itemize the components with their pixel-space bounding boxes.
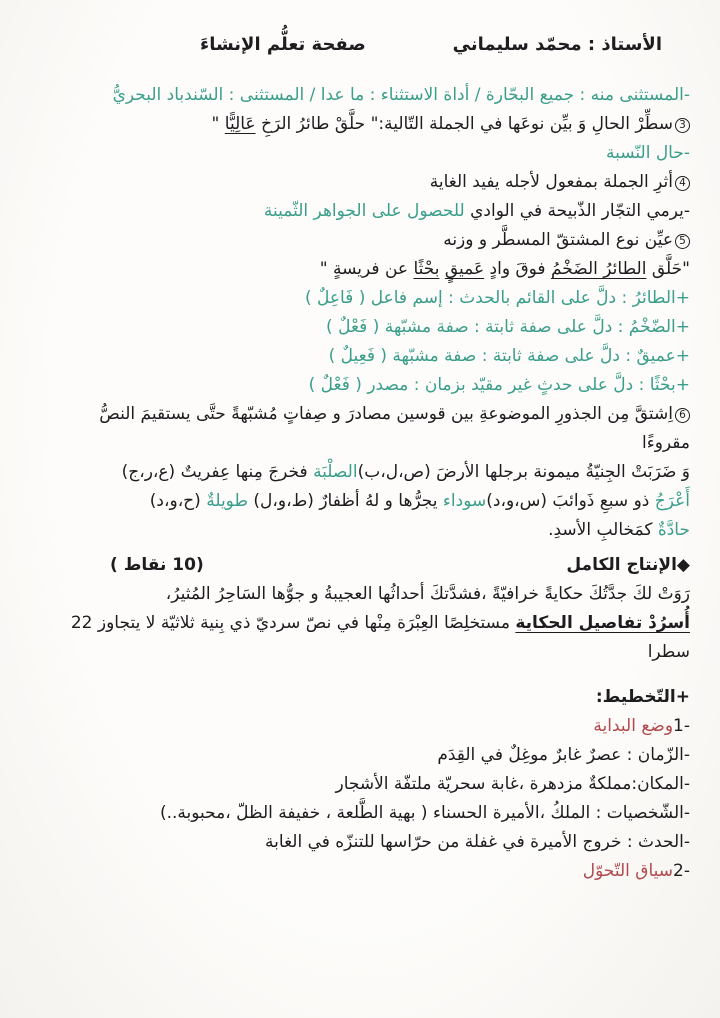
line-text — [150, 491, 690, 511]
plan-place — [18, 770, 690, 799]
text-segment: ذو سبعِ ذَوائبَ (س،و،د) — [486, 491, 655, 511]
line-text — [326, 317, 690, 337]
line-text — [320, 259, 690, 279]
text-segment: وَ ضَرَبَتْ الجِنيّةُ ميمونة برجلها الأرضَ (ص،ل،ب) — [357, 462, 690, 482]
page-title: صفحة تعلُّم الإنشاءَ — [200, 34, 366, 55]
line-text — [212, 114, 690, 134]
exercise-6 — [18, 400, 690, 429]
line-text — [309, 375, 690, 395]
exercise-3 — [18, 110, 690, 139]
line-text — [596, 687, 690, 707]
text-segment: أثرِ الجملة بمفعول لأجله يفيد الغاية — [429, 172, 673, 192]
text-segment: عيِّن نوع المشتقّ المسطَّر و وزنه — [443, 230, 673, 250]
document-body — [0, 55, 720, 886]
line-text — [71, 613, 690, 633]
text-segment: +الطائرُ : دلَّ على القائم بالحدث : إسم فاعل ( فَاعِلٌ ) — [304, 288, 690, 308]
text-segment: 1- — [673, 716, 690, 736]
text-segment: وضع البداية — [593, 716, 674, 736]
production-prompt-2 — [18, 609, 690, 638]
text-segment: سطرا — [647, 642, 690, 662]
text-segment: عَميقٍ — [444, 259, 485, 279]
answer-mustathna — [18, 81, 690, 110]
text-segment: أَعْرَجُ — [654, 491, 690, 511]
exercise-5 — [18, 226, 690, 255]
production-prompt-3 — [18, 638, 690, 667]
line-text — [648, 642, 690, 662]
text-segment: فوقَ وادٍ — [484, 259, 551, 279]
line-text — [113, 85, 690, 105]
plan-event — [18, 828, 690, 857]
step-2-heading — [18, 857, 690, 886]
line-text — [336, 774, 691, 794]
text-segment: اِشتقَّ مِن الجذورِ الموضوعةِ بين قوسين مصادرَ و صِفاتٍ مُشبّهةً حتَّى يستقيمَ النصُّ — [99, 404, 673, 424]
line-text — [437, 745, 690, 765]
answer-exercise-5-2 — [18, 313, 690, 342]
text-segment: عن فريسةٍ " — [319, 259, 414, 279]
text-segment: -الزّمان : عصرٌ غابرٌ موغِلٌ في القِدَم — [437, 745, 690, 765]
exercise-6-cont — [18, 429, 690, 458]
text-segment: (ح،و،د) — [149, 491, 207, 511]
full-production-heading — [18, 551, 690, 580]
line-text — [642, 433, 690, 453]
answer-exercise-4 — [18, 197, 690, 226]
exercise-5-sentence — [18, 255, 690, 284]
answer-exercise-5-1 — [18, 284, 690, 313]
plan-time — [18, 741, 690, 770]
line-text — [329, 346, 690, 366]
points-label: (10 نقاط ) — [110, 555, 204, 575]
text-segment: الصلْبَة — [313, 462, 358, 482]
step-1-heading — [18, 712, 690, 741]
text-segment: طويلةٌ — [206, 491, 248, 511]
exercise-6-text-2 — [18, 487, 690, 516]
text-segment: +عميقٌ : دلَّ على صفة ثابتة : صفة مشبّهة ( فَعِيلٌ ) — [328, 346, 690, 366]
text-segment: -الشّخصيات : الملكُ ،الأميرة الحسناء ( بهية الطَّلعة ، خفيفة الظلّ ،محبوبة..) — [159, 803, 690, 823]
line-text — [160, 803, 690, 823]
text-segment: +التّخطيط: — [595, 687, 690, 707]
line-text — [122, 462, 690, 482]
text-segment: مقروءًا — [641, 433, 690, 453]
line-text — [593, 716, 690, 736]
exercise-6-text-3 — [18, 516, 690, 545]
circled-number: 5 — [675, 234, 690, 249]
page-header — [0, 0, 720, 55]
line-text — [430, 172, 690, 192]
line-text — [443, 230, 690, 250]
text-segment: رَوَتْ لكَ جدَّتُكَ حكايةً خرافيّةً ،فشدَّتكَ أحداثُها العجيبةُ و جوُّها السَاحِرُ المُثيرُ، — [165, 584, 690, 604]
text-segment: حادَّةٌ — [657, 520, 690, 540]
text-segment: بحْثًا — [413, 259, 440, 279]
text-segment: -المستثنى منه : جميع البحّارة / أداة الاستثناء : ما عدا / المستثنى : السّندباد البحريُّ — [112, 85, 690, 105]
line-text — [264, 201, 690, 221]
line-text — [548, 520, 690, 540]
plan-characters — [18, 799, 690, 828]
text-segment: سوداء — [442, 491, 487, 511]
line-text — [265, 832, 690, 852]
line-text — [166, 584, 690, 604]
planning-heading — [18, 683, 690, 712]
text-segment: للحصول على الجواهر الثّمينة — [263, 201, 465, 221]
text-segment: ◆الإنتاج الكامل — [566, 555, 690, 575]
text-segment: -يرمي التجّار الذّبيحة في الوادي — [464, 201, 690, 221]
line-text — [566, 551, 690, 580]
line-text — [606, 143, 690, 163]
text-segment: أُسرُدْ تفاصيل الحكاية — [515, 613, 690, 633]
text-segment: +الضّخْمُ : دلَّ على صفة ثابتة : صفة مشبّهة ( فَعْلٌ ) — [326, 317, 690, 337]
text-segment: " — [211, 114, 225, 134]
answer-exercise-3 — [18, 139, 690, 168]
circled-number: 6 — [675, 408, 690, 423]
line-text — [583, 861, 690, 881]
text-segment: سطِّرْ الحالِ وَ بيِّن نوعَها في الجملة التّالية:" حلَّقْ طائرُ الرَخِ — [255, 114, 673, 134]
text-segment: 2- — [673, 861, 690, 881]
line-text — [305, 288, 690, 308]
circled-number: 3 — [675, 118, 690, 133]
teacher-name: الأستاذ : محمّد سليماني — [452, 34, 662, 55]
circled-number: 4 — [675, 176, 690, 191]
answer-exercise-5-4 — [18, 371, 690, 400]
text-segment: الطائرُ الضَخْمُ — [550, 259, 647, 279]
text-segment: يجرُّها و لهُ أظفارٌ (ط،و،ل) — [248, 491, 443, 511]
text-segment: فخرجَ مِنها عِفريتٌ (ع،ر،ج) — [121, 462, 314, 482]
line-text — [99, 404, 690, 424]
text-segment: عَالِيًّا — [224, 114, 256, 134]
text-segment: -المكان:مملكةٌ مزدهرة ،غابة سحريّة ملتفّة الأشجار — [335, 774, 690, 794]
text-segment: -الحدث : خروج الأميرة في غفلة من حرّاسها للتنزّه في الغابة — [265, 832, 690, 852]
text-segment: كمَخالبِ الأسدِ. — [548, 520, 658, 540]
exercise-4 — [18, 168, 690, 197]
text-segment: +بحْثًا : دلَّ على حدثٍ غير مقيّد بزمان : مصدر ( فَعْلٌ ) — [308, 375, 690, 395]
exercise-6-text-1 — [18, 458, 690, 487]
production-prompt-1 — [18, 580, 690, 609]
text-segment: "حَلَّق — [646, 259, 690, 279]
text-segment: مستخلِصًا العِبْرَة مِنْها في نصّ سرديّ ذي بِنية ثلاثيّة لا يتجاوز 22 — [70, 613, 516, 633]
answer-exercise-5-3 — [18, 342, 690, 371]
text-segment: سياق التّحوّل — [582, 861, 674, 881]
text-segment: -حال النّسبة — [605, 143, 690, 163]
